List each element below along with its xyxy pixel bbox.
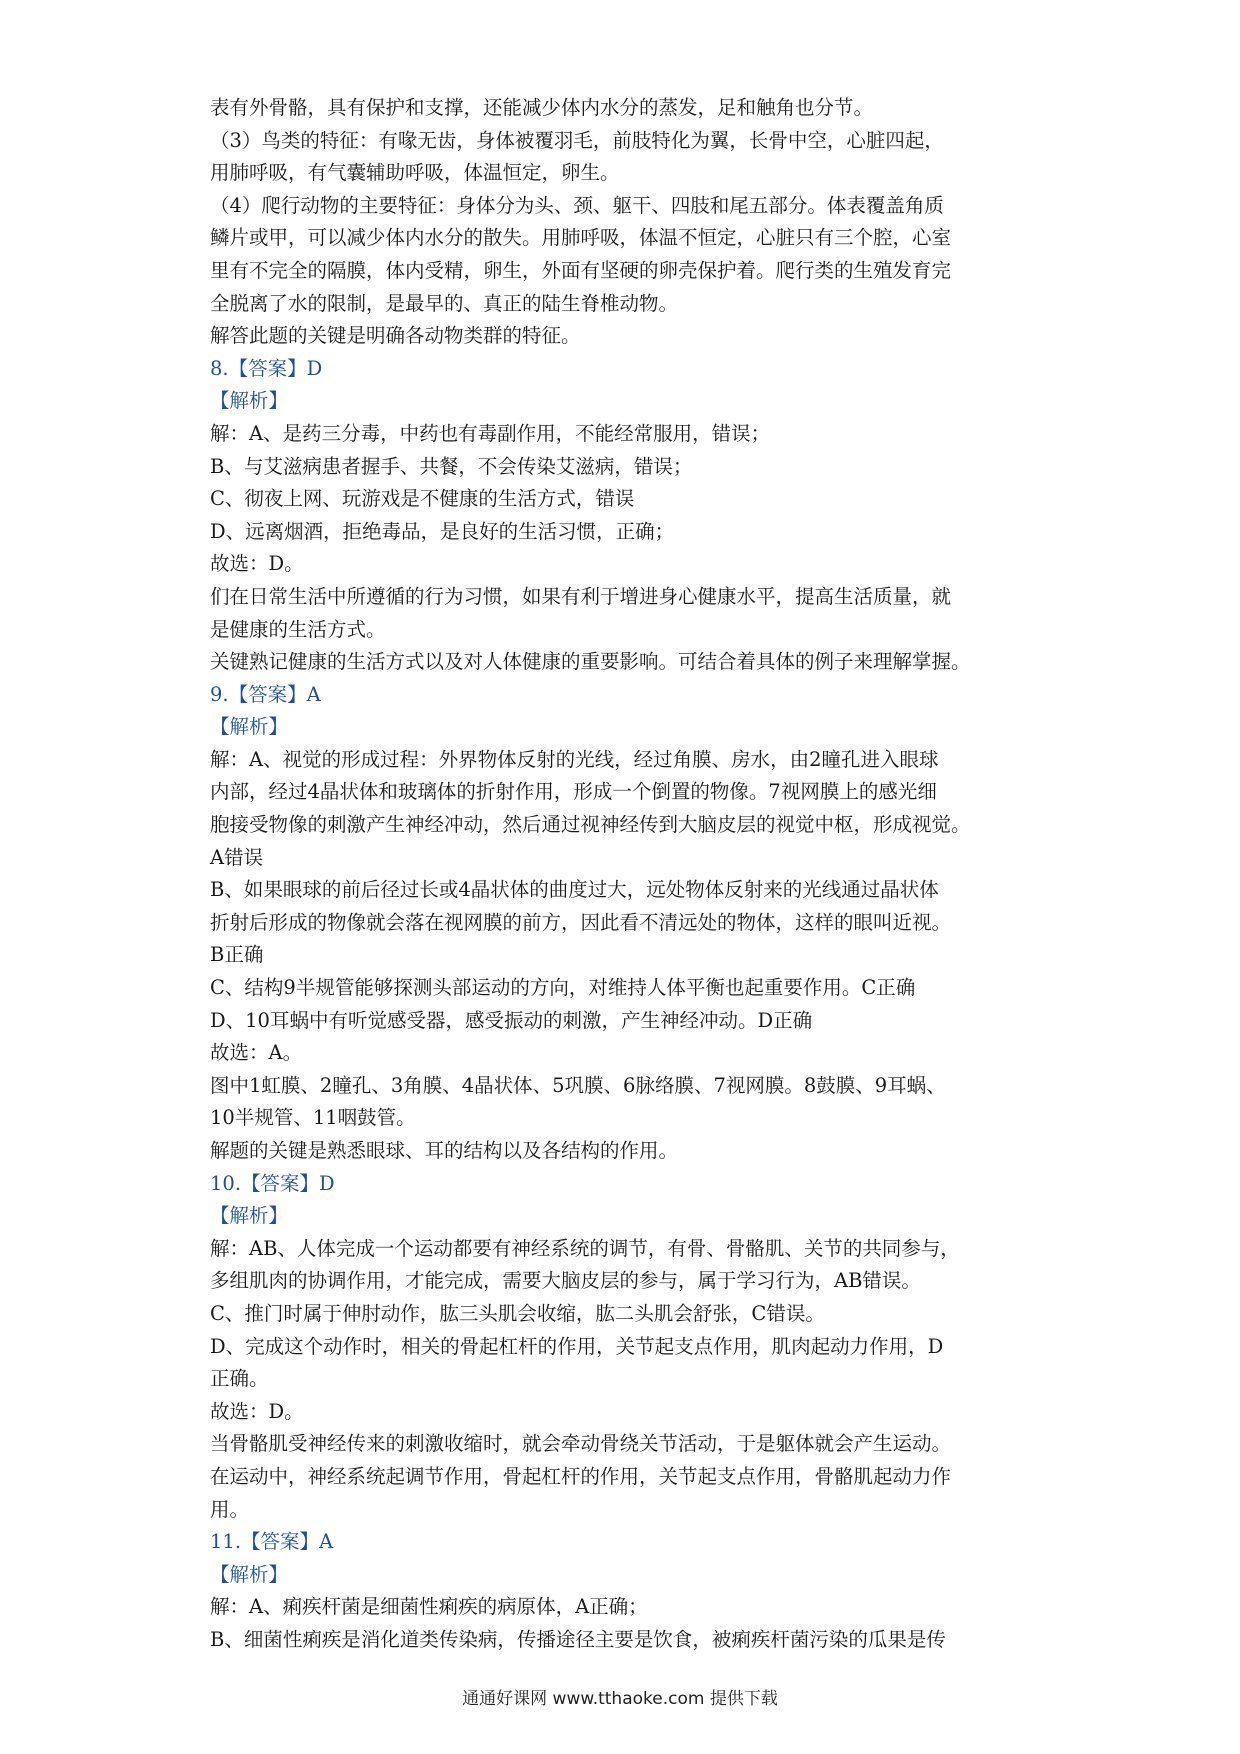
text-line: 内部，经过4晶状体和玻璃体的折射作用，形成一个倒置的物像。7视网膜上的感光细 <box>210 780 937 804</box>
text-line: B正确 <box>210 943 264 967</box>
text-line: C、彻夜上网、玩游戏是不健康的生活方式，错误 <box>210 487 635 511</box>
page-footer: 通通好课网 www.tthaoke.com 提供下载 <box>462 1689 778 1709</box>
answer-heading: 11.【答案】A <box>210 1530 334 1554</box>
text-line: A错误 <box>210 845 264 869</box>
analysis-heading: 【解析】 <box>210 389 289 413</box>
text-line: B、与艾滋病患者握手、共餐，不会传染艾滋病，错误； <box>210 454 693 478</box>
text-line: 解：A、视觉的形成过程：外界物体反射的光线，经过角膜、房水，由2瞳孔进入眼球 <box>210 747 939 771</box>
answer-heading: 8.【答案】D <box>210 356 323 380</box>
text-line: B、细菌性痢疾是消化道类传染病，传播途径主要是饮食，被痢疾杆菌污染的瓜果是传 <box>210 1627 946 1651</box>
analysis-heading: 【解析】 <box>210 1204 289 1228</box>
text-line: 10半规管、11咽鼓管。 <box>210 1106 416 1130</box>
text-line: 故选：D。 <box>210 1399 304 1423</box>
page-content <box>210 92 1050 1657</box>
analysis-heading: 【解析】 <box>210 715 289 739</box>
text-line: 故选：D。 <box>210 552 304 576</box>
text-line: 解：A、痢疾杆菌是细菌性痢疾的病原体，A正确； <box>210 1595 648 1619</box>
text-line: 里有不完全的隔膜，体内受精，卵生，外面有坚硬的卵壳保护着。爬行类的生殖发育完 <box>210 258 952 282</box>
text-line: 关键熟记健康的生活方式以及对人体健康的重要影响。可结合着具体的例子来理解掌握。 <box>210 650 971 674</box>
text-line: 图中1虹膜、2瞳孔、3角膜、4晶状体、5巩膜、6脉络膜、7视网膜。8鼓膜、9耳蜗、 <box>210 1073 946 1097</box>
text-line: 解：A、是药三分毒，中药也有毒副作用，不能经常服用，错误； <box>210 421 771 445</box>
text-line: 故选：A。 <box>210 1041 303 1065</box>
text-line: B、如果眼球的前后径过长或4晶状体的曲度过大，远处物体反射来的光线通过晶状体 <box>210 878 939 902</box>
text-line: C、结构9半规管能够探测头部运动的方向，对维持人体平衡也起重要作用。C正确 <box>210 976 916 1000</box>
text-line: 全脱离了水的限制，是最早的、真正的陆生脊椎动物。 <box>210 291 679 315</box>
text-line: 是健康的生活方式。 <box>210 617 386 641</box>
text-line: 折射后形成的物像就会落在视网膜的前方，因此看不清远处的物体，这样的眼叫近视。 <box>210 910 952 934</box>
text-line: 解答此题的关键是明确各动物类群的特征。 <box>210 324 581 348</box>
answer-heading: 9.【答案】A <box>210 682 321 706</box>
text-line: 胞接受物像的刺激产生神经冲动，然后通过视神经传到大脑皮层的视觉中枢，形成视觉。 <box>210 813 971 837</box>
text-line: 们在日常生活中所遵循的行为习惯，如果有利于增进身心健康水平，提高生活质量，就 <box>210 584 952 608</box>
text-line: 在运动中，神经系统起调节作用，骨起杠杆的作用，关节起支点作用，骨骼肌起动力作 <box>210 1464 952 1488</box>
text-line: D、完成这个动作时，相关的骨起杠杆的作用，关节起支点作用，肌肉起动力作用，D <box>210 1334 944 1358</box>
text-line: 解：AB、人体完成一个运动都要有神经系统的调节，有骨、骨骼肌、关节的共同参与， <box>210 1236 960 1260</box>
text-line: D、10耳蜗中有听觉感受器，感受振动的刺激，产生神经冲动。D正确 <box>210 1008 813 1032</box>
text-line: 用。 <box>210 1497 250 1521</box>
text-line: 正确。 <box>210 1367 269 1391</box>
text-line: 鳞片或甲，可以减少体内水分的散失。用肺呼吸，体温不恒定，心脏只有三个腔，心室 <box>210 226 952 250</box>
text-line: 解题的关键是熟悉眼球、耳的结构以及各结构的作用。 <box>210 1139 679 1162</box>
text-line: 表有外骨骼，具有保护和支撑，还能减少体内水分的蒸发，足和触角也分节。 <box>210 96 874 119</box>
text-line: D、远离烟酒，拒绝毒品，是良好的生活习惯，正确； <box>210 519 675 543</box>
text-line: （4）爬行动物的主要特征：身体分为头、颈、躯干、四肢和尾五部分。体表覆盖角质 <box>210 193 944 217</box>
text-line: 当骨骼肌受神经传来的刺激收缩时，就会牵动骨绕关节活动，于是躯体就会产生运动。 <box>210 1432 952 1456</box>
text-line: C、推门时属于伸肘动作，肱三头肌会收缩，肱二头肌会舒张，C错误。 <box>210 1301 825 1325</box>
text-line: （3）鸟类的特征：有喙无齿，身体被覆羽毛，前肢特化为翼，长骨中空，心脏四起， <box>210 128 944 152</box>
text-line: 多组肌肉的协调作用，才能完成，需要大脑皮层的参与，属于学习行为，AB错误。 <box>210 1269 921 1293</box>
text-line: 用肺呼吸，有气囊辅助呼吸，体温恒定，卵生。 <box>210 161 620 185</box>
analysis-heading: 【解析】 <box>210 1562 289 1586</box>
answer-heading: 10.【答案】D <box>210 1171 335 1195</box>
